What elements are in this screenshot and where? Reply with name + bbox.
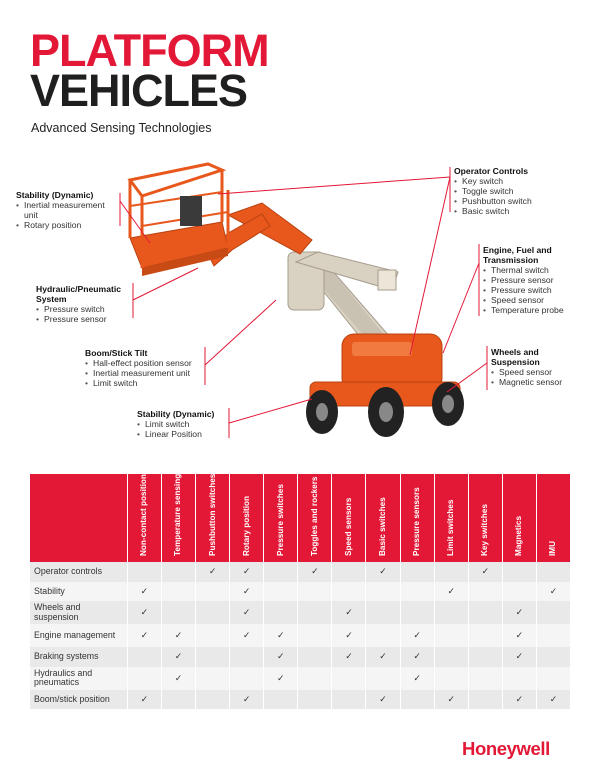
- table-cell: [332, 647, 366, 667]
- column-header-label: Magnetics: [514, 515, 524, 556]
- table-cell: [536, 562, 570, 582]
- table-cell: [468, 562, 502, 582]
- table-cell: [400, 562, 434, 582]
- check-mark-icon: ✓: [345, 630, 353, 640]
- callout-item: • Inertial measurement unit: [85, 368, 205, 378]
- check-mark-icon: ✓: [379, 566, 387, 577]
- table-cell: [298, 647, 332, 667]
- table-cell: [502, 667, 536, 690]
- callout-item: • Toggle switch: [454, 186, 564, 196]
- callout-item: • Speed sensor: [491, 367, 586, 377]
- table-cell: [298, 601, 332, 624]
- column-header-label: Temperature sensing: [173, 473, 183, 556]
- table-cell: [332, 601, 366, 624]
- check-mark-icon: ✓: [379, 693, 387, 704]
- table-cell: [230, 601, 264, 624]
- title-line-1: PLATFORM: [30, 25, 269, 76]
- table-cell: [536, 582, 570, 602]
- column-header: [127, 440, 161, 562]
- table-row: [30, 624, 571, 647]
- table-cell: [230, 690, 264, 710]
- callout-heading: Hydraulic/Pneumatic System: [36, 284, 122, 304]
- callout-item: • Pressure sensor: [483, 275, 583, 285]
- row-label: Boom/stick position: [30, 690, 127, 710]
- check-mark-icon: ✓: [447, 585, 455, 596]
- table-cell: [195, 624, 229, 647]
- callout-item: • Pressure sensor: [36, 314, 136, 324]
- column-header-label: Limit switches: [446, 499, 456, 556]
- table-row: [30, 647, 571, 667]
- column-header-label: Pushbutton switches: [207, 473, 217, 556]
- callout-heading: Wheels and Suspension: [491, 347, 540, 367]
- check-mark-icon: ✓: [515, 693, 524, 704]
- callout-item: • Temperature probe: [483, 305, 583, 315]
- title-line-2: VEHICLES: [30, 65, 248, 116]
- table-cell: [230, 647, 264, 667]
- table-cell: [434, 667, 468, 690]
- check-mark-icon: ✓: [515, 630, 524, 640]
- honeywell-logo: Honeywell: [462, 738, 550, 759]
- table-cell: [195, 667, 229, 690]
- callout-item: • Pressure switch: [36, 304, 136, 314]
- check-mark-icon: ✓: [413, 672, 421, 683]
- table-cell: [434, 647, 468, 667]
- table-cell: [468, 667, 502, 690]
- row-label: Hydraulics and pneumatics: [30, 667, 127, 690]
- check-mark-icon: ✓: [140, 630, 148, 640]
- table-cell: [468, 624, 502, 647]
- callout-item: • Limit switch: [137, 419, 232, 429]
- table-cell: [264, 582, 298, 602]
- row-label: Stability: [30, 582, 127, 602]
- table-cell: [332, 624, 366, 647]
- check-mark-icon: ✓: [277, 672, 285, 683]
- table-cell: [298, 667, 332, 690]
- callout-heading: Stability (Dynamic): [16, 190, 94, 200]
- table-cell: [536, 624, 570, 647]
- table-cell: [298, 582, 332, 602]
- table-cell: [195, 582, 229, 602]
- table-cell: [366, 624, 400, 647]
- check-mark-icon: ✓: [140, 585, 148, 596]
- column-header-label: Basic switches: [377, 497, 387, 556]
- callout-item: • Pushbutton switch: [454, 196, 564, 206]
- column-header: [536, 474, 570, 562]
- row-label: Wheels and suspension: [30, 601, 127, 624]
- callout-engine-fuel-transmission: [483, 245, 583, 315]
- table-cell: [434, 690, 468, 710]
- table-cell: [400, 601, 434, 624]
- table-row: [30, 667, 571, 690]
- column-header: [264, 474, 298, 562]
- check-mark-icon: ✓: [174, 672, 183, 683]
- column-header: [230, 474, 264, 562]
- table-cell: [366, 647, 400, 667]
- table-cell: [127, 582, 161, 602]
- table-cell: [298, 562, 332, 582]
- table-cell: [161, 667, 195, 690]
- column-header-label: Speed sensors: [343, 497, 353, 556]
- callout-stability-dynamic-bottom: [137, 409, 232, 439]
- check-mark-icon: ✓: [311, 566, 319, 577]
- table-row: [30, 582, 571, 602]
- table-cell: [502, 690, 536, 710]
- table-cell: [366, 582, 400, 602]
- table-cell: [400, 647, 434, 667]
- table-cell: [366, 690, 400, 710]
- table-cell: [195, 647, 229, 667]
- table-cell: [230, 562, 264, 582]
- callout-wheels-suspension: [491, 347, 586, 387]
- table-cell: [502, 601, 536, 624]
- check-mark-icon: ✓: [413, 630, 421, 640]
- row-label: Braking systems: [30, 647, 127, 667]
- table-row: [30, 562, 571, 582]
- table-cell: [468, 582, 502, 602]
- callout-hydraulic-pneumatic: [36, 284, 136, 324]
- table-header-row: [30, 474, 571, 562]
- table-row: [30, 601, 571, 624]
- callout-item: • Basic switch: [454, 206, 564, 216]
- callout-item: • Inertial measurement unit: [16, 200, 116, 220]
- column-header-label: Toggles and rockers: [309, 476, 319, 556]
- check-mark-icon: ✓: [242, 566, 251, 577]
- table-cell: [366, 601, 400, 624]
- table-cell: [502, 647, 536, 667]
- callout-item: • Magnetic sensor: [491, 377, 586, 387]
- table-cell: [264, 667, 298, 690]
- table-cell: [332, 667, 366, 690]
- column-header-label: Pressure sensors: [412, 487, 422, 556]
- column-header: [161, 474, 195, 562]
- check-mark-icon: ✓: [140, 607, 148, 617]
- table-cell: [502, 562, 536, 582]
- table-cell: [298, 690, 332, 710]
- callout-item: • Limit switch: [85, 378, 205, 388]
- table-cell: [264, 601, 298, 624]
- callout-item: • Hall-effect position sensor: [85, 358, 205, 368]
- callout-item: • Thermal switch: [483, 265, 583, 275]
- table-cell: [127, 690, 161, 710]
- subtitle: Advanced Sensing Technologies: [31, 121, 212, 135]
- column-header-label: Key switches: [480, 504, 490, 556]
- table-cell: [298, 624, 332, 647]
- check-mark-icon: ✓: [379, 651, 387, 662]
- column-header: [366, 474, 400, 562]
- table-cell: [468, 647, 502, 667]
- check-mark-icon: ✓: [242, 607, 251, 617]
- table-cell: [195, 690, 229, 710]
- column-header: [434, 474, 468, 562]
- table-cell: [127, 667, 161, 690]
- check-mark-icon: ✓: [174, 651, 183, 662]
- column-header-label: Pressure switches: [275, 484, 285, 556]
- column-header-label: Non-contact position sensing: [139, 440, 149, 556]
- table-cell: [161, 647, 195, 667]
- table-cell: [161, 690, 195, 710]
- callout-item: • Key switch: [454, 176, 564, 186]
- callout-heading: Engine, Fuel and Transmission: [483, 245, 552, 265]
- table-body: [30, 562, 571, 709]
- column-header: [468, 474, 502, 562]
- check-mark-icon: ✓: [481, 566, 489, 577]
- callout-heading: Boom/Stick Tilt: [85, 348, 148, 358]
- table-cell: [230, 582, 264, 602]
- check-mark-icon: ✓: [277, 651, 285, 662]
- table-cell: [400, 582, 434, 602]
- table-cell: [127, 562, 161, 582]
- check-mark-icon: ✓: [242, 585, 251, 596]
- callout-item: • Speed sensor: [483, 295, 583, 305]
- check-mark-icon: ✓: [345, 651, 353, 662]
- check-mark-icon: ✓: [515, 651, 524, 662]
- check-mark-icon: ✓: [549, 585, 558, 596]
- table-cell: [264, 562, 298, 582]
- table-cell: [536, 667, 570, 690]
- column-header: [298, 474, 332, 562]
- table-cell: [536, 647, 570, 667]
- callout-item: • Rotary position: [16, 220, 116, 230]
- check-mark-icon: ✓: [515, 607, 524, 617]
- table-cell: [127, 647, 161, 667]
- callout-operator-controls: [454, 166, 564, 216]
- callout-heading: Stability (Dynamic): [137, 409, 215, 419]
- table-cell: [332, 582, 366, 602]
- table-cell: [502, 624, 536, 647]
- check-mark-icon: ✓: [208, 566, 217, 577]
- table-cell: [230, 624, 264, 647]
- table-cell: [434, 601, 468, 624]
- table-cell: [468, 690, 502, 710]
- table-cell: [127, 601, 161, 624]
- table-cell: [161, 624, 195, 647]
- table-cell: [366, 667, 400, 690]
- table-cell: [195, 601, 229, 624]
- check-mark-icon: ✓: [140, 693, 148, 704]
- sensing-matrix-table: [30, 440, 571, 709]
- table-cell: [161, 582, 195, 602]
- table-cell: [264, 690, 298, 710]
- table-cell: [332, 562, 366, 582]
- table-cell: [161, 562, 195, 582]
- callout-boom-stick-tilt: [85, 348, 205, 388]
- table-row: [30, 690, 571, 710]
- check-mark-icon: ✓: [413, 651, 421, 662]
- table-cell: [366, 562, 400, 582]
- table-header-blank: [30, 474, 127, 562]
- column-header: [400, 474, 434, 562]
- table-cell: [502, 582, 536, 602]
- column-header: [332, 474, 366, 562]
- callout-item: • Pressure switch: [483, 285, 583, 295]
- check-mark-icon: ✓: [174, 630, 183, 640]
- row-label: Engine management: [30, 624, 127, 647]
- table-cell: [127, 624, 161, 647]
- check-mark-icon: ✓: [242, 693, 251, 704]
- row-label: Operator controls: [30, 562, 127, 582]
- table-cell: [536, 601, 570, 624]
- table-cell: [434, 624, 468, 647]
- callout-item: • Linear Position: [137, 429, 232, 439]
- table-cell: [264, 647, 298, 667]
- check-mark-icon: ✓: [277, 630, 285, 640]
- check-mark-icon: ✓: [242, 630, 251, 640]
- table-cell: [468, 601, 502, 624]
- table-cell: [230, 667, 264, 690]
- table-cell: [400, 624, 434, 647]
- column-header: [195, 474, 229, 562]
- column-header-label: IMU: [548, 540, 558, 556]
- table-cell: [434, 562, 468, 582]
- column-header: [502, 474, 536, 562]
- table-cell: [161, 601, 195, 624]
- table-cell: [434, 582, 468, 602]
- column-header-label: Rotary position: [241, 495, 251, 556]
- check-mark-icon: ✓: [549, 693, 558, 704]
- table-cell: [332, 690, 366, 710]
- table-cell: [264, 624, 298, 647]
- table-cell: [195, 562, 229, 582]
- table-cell: [536, 690, 570, 710]
- check-mark-icon: ✓: [345, 607, 353, 617]
- table-cell: [400, 690, 434, 710]
- table-cell: [400, 667, 434, 690]
- callout-stability-dynamic-top: [16, 190, 116, 230]
- callout-heading: Operator Controls: [454, 166, 529, 176]
- check-mark-icon: ✓: [447, 693, 455, 704]
